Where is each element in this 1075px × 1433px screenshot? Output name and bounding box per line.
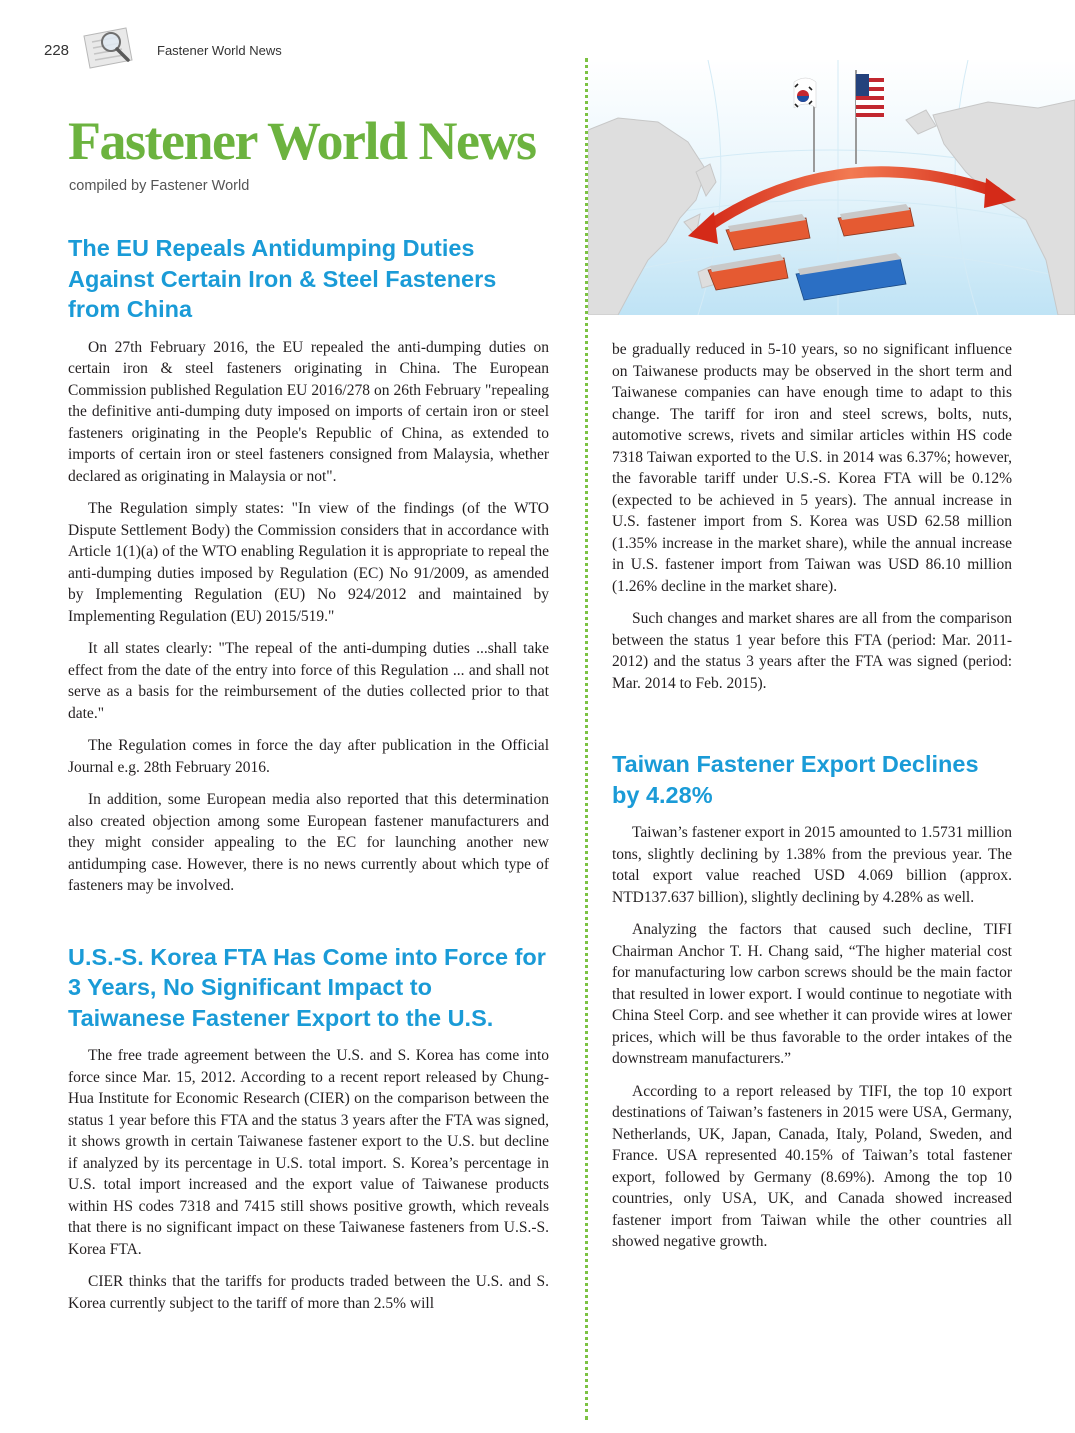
article-paragraph: In addition, some European media also reported that this determination also created objection among some European fastener manufacturers and they might consider appealing to the EC for launching another new antidumping case. However, there is no news currently about which type of fasteners may be involved.	[68, 791, 549, 894]
article-headline: The EU Repeals Antidumping Duties Against Certain Iron & Steel Fasteners from China	[68, 235, 497, 322]
article-paragraph: Analyzing the factors that caused such decline, TIFI Chairman Anchor T. H. Chang said, “The higher material cost for manufacturing low carbon screws should be the main factor that resulted in lower export. I would continue to negotiate with China Steel Corp. and see whether it can provide wires at lower prices, which will be thus favorable to the order intakes of the downstream manufacturers.”	[612, 921, 1012, 1067]
article-paragraph: be gradually reduced in 5-10 years, so no significant influence on Taiwanese products may be observed in the short term and Taiwanese companies can have enough time to adapt to this change. The tariff for iron and steel screws, bolts, nuts, automotive screws, rivets and similar articles within HS code 7318 Taiwan exported to the U.S. in 2014 was 6.37%; however, the favorable tariff under U.S.-S. Korea FTA will be 0.12% (expected to be achieved in 5 years). The annual increase in U.S. fastener import from S. Korea was USD 62.58 million (1.35% increase in the market share), while the annual increase in U.S. fastener import from Taiwan was USD 86.10 million (1.26% decline in the market share).	[612, 341, 1012, 595]
article-paragraph: The free trade agreement between the U.S. and S. Korea has come into force since Mar. 15, 2012. According to a recent report released by Chung-Hua Institute for Economic Research (CIER) on the comparison between the status 1 year before this FTA and the status 3 years after the FTA was signed, it shows growth in certain Taiwanese fastener export to the U.S. but decline if analyzed by its percentage in U.S. total import. S. Korea’s percentage in U.S. total import increased and the export value of Taiwanese products within HS codes 7318 and 7415 still shows positive growth, which reveals that there is no significant impact on these Taiwanese fasteners from U.S.-S. Korea FTA.	[68, 1047, 549, 1258]
byline: compiled by Fastener World	[69, 178, 250, 194]
right-column	[612, 339, 1012, 1264]
article-headline: Taiwan Fastener Export Declines by 4.28%	[612, 751, 979, 808]
article-paragraph: It all states clearly: "The repeal of the anti-dumping duties ...shall take effect from the date of the entry into force of this Regulation ... and shall not serve as a basis for the reimbursement of the duties collected prior to that date."	[68, 640, 549, 722]
page-number: 228	[44, 42, 70, 59]
article-paragraph: Such changes and market shares are all from the comparison between the status 1 year before this FTA (period: Mar. 2011-2012) and the status 3 years after the FTA was signed (period: Mar. 2014 to Feb. 2015).	[612, 610, 1012, 692]
article-eu-antidumping	[68, 233, 549, 897]
article-paragraph: CIER thinks that the tariffs for products traded between the U.S. and S. Korea currently subject to the tariff of more than 2.5% will	[68, 1273, 549, 1312]
left-column	[68, 233, 549, 1325]
article-paragraph: On 27th February 2016, the EU repealed the anti-dumping duties on certain iron & steel fasteners originating in China. The European Commission published Regulation EU 2016/278 on 26th February "repealing the definitive anti-dumping duty imposed on imports of certain iron or steel fasteners originating in the People's Republic of China, as extended to imports of certain iron or steel fasteners consigned from Malaysia, whether declared as originating in Malaysia or not".	[68, 338, 549, 485]
trade-map-illustration	[588, 60, 1075, 315]
article-paragraph: The Regulation comes in force the day after publication in the Official Journal e.g. 28th February 2016.	[68, 737, 549, 776]
article-paragraph: The Regulation simply states: "In view of the findings (of the WTO Dispute Settlement Body) the Commission considers that in accordance with Article 1(1)(a) of the WTO enabling Regulation it is appropriate to repeal the anti-dumping duties imposed by Regulation (EC) No 91/2009, as amended by Implementing Regulation (EU) No 924/2012 and maintained by Implementing Regulation (EU) 2015/519."	[68, 500, 549, 625]
article-paragraph: Taiwan’s fastener export in 2015 amounted to 1.5731 million tons, slightly declining by 1.38% from the previous year. The total export value reached USD 4.069 billion (approx. NTD137.637 billion), slightly declining by 4.28% as well.	[612, 824, 1012, 906]
article-paragraph: According to a report released by TIFI, the top 10 export destinations of Taiwan’s fasteners in 2015 were USA, Germany, Netherlands, UK, Japan, Canada, Italy, Poland, Sweden, and France. USA represented 40.15% of Taiwan’s total fastener export, followed by Germany (8.69%). Among the top 10 countries, only USA, UK, and Canada showed increased fastener import from Taiwan while the other countries all showed negative growth.	[612, 1082, 1012, 1250]
masthead-title: Fastener World News	[68, 111, 536, 171]
magnifier-newspaper-icon	[78, 22, 138, 70]
article-us-korea-fta	[68, 942, 549, 1315]
article-headline: U.S.-S. Korea FTA Has Come into Force for 3 Years, No Significant Impact to Taiwanese Fastener Export to the U.S.	[68, 943, 546, 1031]
running-title: Fastener World News	[157, 43, 282, 58]
article-us-korea-fta-continued	[612, 339, 1012, 694]
article-taiwan-export-decline	[612, 749, 1012, 1253]
